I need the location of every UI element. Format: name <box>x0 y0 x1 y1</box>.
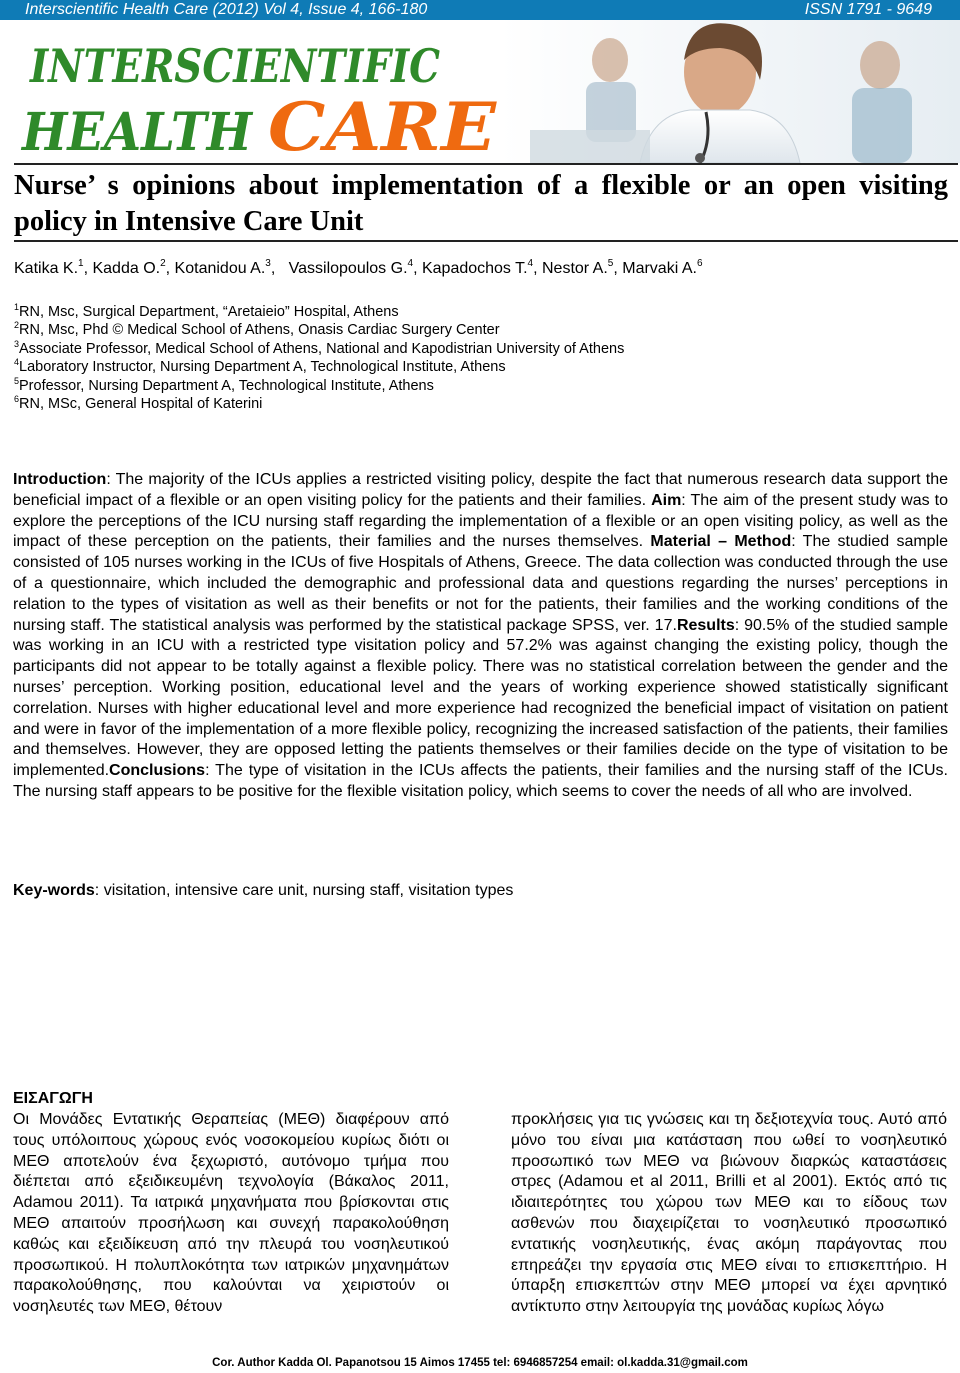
author-list: Katika K.$^1$, Kadda O.$^2$, Kotanidou A.$^3$, Vassilopoulos G.$^4$, Kapadochos T.$^4$, Nestor A.$^5$, Marvaki A.$^6$ <box>14 258 703 277</box>
section-heading-introduction: ΕΙΣΑΓΩΓΗ <box>13 1090 93 1107</box>
author-aff: 2 <box>160 258 166 269</box>
affiliation-number: 5 <box>14 375 20 386</box>
abstract-conclusions-text: : The type of visitation in the ICUs affects the patients, their families and the nursing staff of the ICUs. The nursing staff appears to be positive for the flexible visitation policy, which seems to cover the needs of all who are involved. <box>13 762 948 800</box>
affiliation-number: 6 <box>14 394 20 405</box>
abstract-method-text: : The studied sample consisted of 105 nurses working in the ICUs of five Hospitals of Athens, Greece. The data collection was conducted through the use of a questionnaire, which included the demographic and professional data and questions regarding the nurses’ perceptions in relation to the types of visitation as well as their benefits or not for the patients, their families and the working conditions of the nursing staff. The statistical analysis was performed by the statistical package SPSS, ver. 17. <box>13 533 949 634</box>
abstract-conclusions-label: Conclusions <box>109 762 206 780</box>
affiliation-text: Laboratory Instructor, Nursing Department A, Technological Institute, Athens <box>19 359 506 376</box>
affiliation-item <box>14 340 944 358</box>
keywords-text: : visitation, intensive care unit, nursing staff, visitation types <box>94 882 514 899</box>
affiliation-text: RN, MSc, General Hospital of Katerini <box>19 396 263 413</box>
affiliation-text: Associate Professor, Medical School of Athens, National and Kapodistrian University of Athens <box>19 340 625 357</box>
abstract <box>13 470 948 803</box>
journal-banner <box>0 20 960 163</box>
author-name: Katika K. <box>14 260 79 277</box>
abstract-aim-text: : The aim of the present study was to explore the perceptions of the ICU nursing staff regarding the implementation of a flexible or an open visiting policy, as well as the impact of these perception on the patients, their families and the nurses themselves. <box>13 491 948 551</box>
affiliation-item <box>14 303 944 321</box>
affiliation-text: Professor, Nursing Department A, Technological Institute, Athens <box>19 377 434 394</box>
body-column-left: Οι Μονάδες Εντατικής Θεραπείας (ΜΕΘ) διαφέρουν από τους υπόλοιπους χώρους ενός νοσοκομείου κυρίως διότι οι ΜΕΘ αποτελούν ένα ξεχωριστό, αυτόνομο τμήμα που διέπεται από εξειδικευμένη τεχνολογία (Βάκαλος 2011, Adamou 2011). Τα ιατρικά μηχανήματα που βρίσκονται στις ΜΕΘ απαιτούν προσήλωση και συνεχή παρακολούθηση καθώς και εξειδίκευση από την πλευρά του νοσηλευτικού προσωπικού. Η πολυπλοκότητα των ιατρικών μηχανημάτων παρακολούθησης, που καλούνται να χειριστούν οι νοσηλευτές των ΜΕΘ, θέτουν <box>13 1111 449 1316</box>
affiliation-text: RN, Msc, Surgical Department, “Aretaieio” Hospital, Athens <box>19 304 399 320</box>
logo-health: HEALTH <box>20 102 254 163</box>
journal-citation: Interscientific Health Care (2012) Vol 4, Issue 4, 166-180 <box>25 1 428 18</box>
title-rule-top <box>14 163 958 165</box>
affiliation-item <box>14 377 944 395</box>
author-aff: 4 <box>407 258 414 269</box>
author-name: Kotanidou A. <box>174 260 266 277</box>
banner-illustration <box>0 20 960 163</box>
author-aff: 3 <box>265 258 271 269</box>
abstract-method-label: Material – Method <box>650 533 792 551</box>
abstract-intro-text: : The majority of the ICUs applies a restricted visiting policy, despite the fact that numerous research data support the beneficial impact of a flexible or an open visiting policy for the patients and their families. <box>13 471 948 509</box>
affiliation-item <box>14 321 944 339</box>
affiliation-number: 1 <box>14 302 20 312</box>
abstract-results-label: Results <box>676 616 735 634</box>
abstract-results-text: : 90.5% of the studied sample was working in an ICU with a restricted type visitation policy and 57.2% was against changing the existing policy, though the participants did not appear to be totally against a flexible policy. There was no statistical correlation between the gender and the nurses’ perception. Working position, educational level and the years of working experience showed statistically significant correlation. Nurses with higher educational level and more experience had recognized the beneficial impact of visitation on patient and were in favor of the implementation of a more flexible policy, recognizing the increased satisfaction of the patients, their families and themselves. However, they are opposed letting the patients themselves or their families decide on the type of visitation to be implemented. <box>13 616 949 780</box>
abstract-aim-label: Aim <box>651 491 682 509</box>
keywords-label: Key-words <box>13 882 95 899</box>
journal-header-bar <box>0 0 960 20</box>
affiliation-number: 3 <box>14 338 20 349</box>
affiliation-number: 4 <box>14 357 20 368</box>
author-name: Kapadochos T. <box>421 260 528 277</box>
issn: ISSN 1791 - 9649 <box>804 1 932 18</box>
affiliation-item <box>14 358 944 376</box>
author-aff: 6 <box>696 258 703 269</box>
affiliation-item <box>14 395 944 413</box>
affiliation-text: RN, Msc, Phd © Medical School of Athens, Onasis Cardiac Surgery Center <box>19 322 500 339</box>
abstract-intro-label: Introduction <box>13 471 107 488</box>
logo-interscientific: INTERSCIENTIFIC <box>28 39 441 93</box>
affiliation-list <box>14 303 944 413</box>
keywords <box>13 882 513 900</box>
author-name: Kadda O. <box>92 260 161 277</box>
corresponding-author-footer: Cor. Author Kadda Ol. Papanotsou 15 Aimos 17455 tel: 6946857254 email: ol.kadda.31@gmail.com <box>212 1357 748 1369</box>
author-name: Nestor A. <box>541 260 608 277</box>
author-name: Marvaki A. <box>622 260 697 277</box>
author-aff: 1 <box>78 258 84 269</box>
author-aff: 4 <box>527 258 534 269</box>
title-rule-bottom <box>14 240 958 242</box>
author-name: Vassilopoulos G. <box>288 260 408 277</box>
author-aff: 5 <box>607 258 614 269</box>
body-column-right: προκλήσεις για τις γνώσεις και τη δεξιοτεχνία τους. Αυτό από μόνο του είναι μια κατάσταση που ωθεί το νοσηλευτικό προσωπικό των ΜΕΘ να βιώνουν διαρκώς καταστάσεις στρες (Adamou et al 2011, Brilli et al 2001). Εκτός από τις ιδιαιτερότητες του χώρου των ΜΕΘ και το είδους των ασθενών που διαχειρίζεται το νοσηλευτικό προσωπικό εντατικής νοσηλευτικής, ένας ακόμη παράγοντας που επηρεάζει την εργασία στις ΜΕΘ είναι το επισκεπτήριο. Η ύπαρξη επισκεπτών στην ΜΕΘ μπορεί να έχει αρνητικό αντίκτυπο στην λειτουργία της μονάδας κυρίως λόγω <box>511 1111 947 1316</box>
affiliation-number: 2 <box>14 320 20 331</box>
logo-care: CARE <box>268 88 498 163</box>
article-title: Nurse’ s opinions about implementation of a flexible or an open visiting policy in Intensive Care Unit <box>14 170 948 237</box>
